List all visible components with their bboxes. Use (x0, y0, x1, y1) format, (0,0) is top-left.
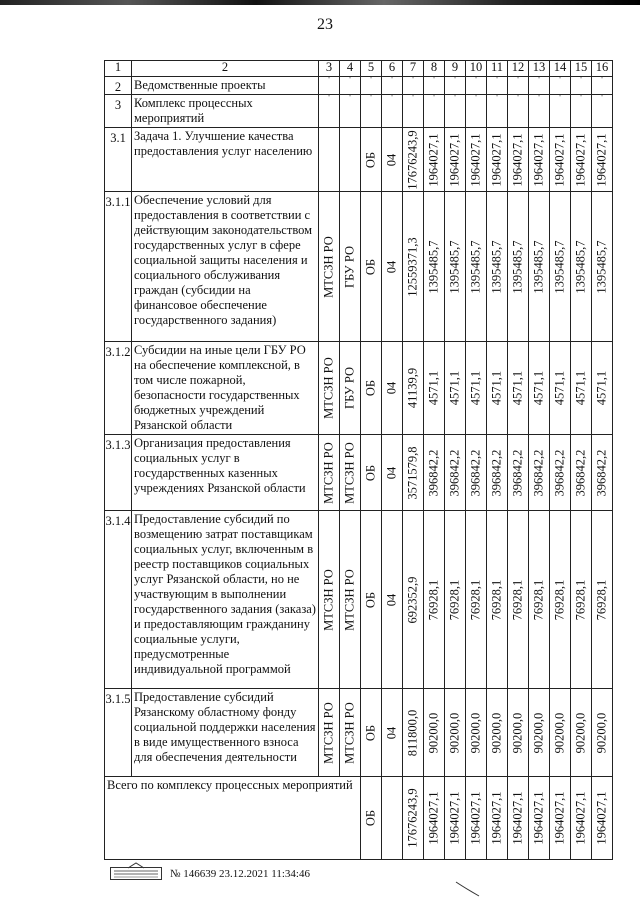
executor-cell-text: МТСЗН РО (321, 701, 336, 764)
source-cell (361, 342, 382, 435)
header-cell: 5 (361, 61, 382, 77)
row-name: Ведомственные проекты (132, 77, 319, 95)
year-value-cell (508, 192, 529, 342)
total-value-cell-text: 811800,0 (405, 709, 420, 756)
participant-cell-text: МТСЗН РО (342, 441, 357, 504)
year-value-cell-text: 76928,1 (489, 579, 504, 620)
dash-mark: ' (340, 77, 361, 95)
row-name: Комплекс процессных мероприятий (132, 95, 319, 128)
year-value-cell (550, 192, 571, 342)
year-value-cell-text: 1964027,1 (489, 791, 504, 845)
total-value-cell (403, 192, 424, 342)
dash-mark: ' (529, 95, 550, 128)
year-value-cell-text: 1964027,1 (510, 132, 525, 187)
year-value-cell-text: 76928,1 (510, 579, 525, 620)
year-value-cell-text: 76928,1 (447, 579, 462, 620)
year-value-cell-text: 1964027,1 (426, 791, 441, 845)
year-value-cell-text: 1395485,7 (447, 239, 462, 294)
year-value-cell (529, 342, 550, 435)
year-value-cell-text: 1395485,7 (531, 239, 546, 294)
row-number: 3.1 (105, 128, 132, 192)
executor-cell (319, 192, 340, 342)
source-cell-text: ОБ (363, 464, 378, 481)
code-cell-text: 04 (384, 260, 399, 273)
year-value-cell (592, 689, 613, 777)
year-value-cell-text: 1395485,7 (489, 239, 504, 294)
dash-mark: ' (361, 95, 382, 128)
code-cell-text: 04 (384, 153, 399, 166)
header-cell: 4 (340, 61, 361, 77)
year-value-cell-text: 90200,0 (489, 712, 504, 753)
source-cell (361, 435, 382, 511)
year-value-cell-text: 1964027,1 (447, 132, 462, 187)
year-value-cell (466, 689, 487, 777)
code-cell-text: 04 (384, 466, 399, 479)
year-value-cell-text: 4571,1 (426, 370, 441, 406)
total-value-cell (403, 689, 424, 777)
year-value-cell (508, 689, 529, 777)
year-value-cell-text: 396842,2 (468, 449, 483, 496)
source-cell-text: ОБ (363, 258, 378, 275)
header-cell: 9 (445, 61, 466, 77)
header-cell: 12 (508, 61, 529, 77)
year-value-cell-text: 76928,1 (573, 579, 588, 620)
section-row (105, 95, 613, 128)
year-value-cell-text: 396842,2 (531, 449, 546, 496)
code-cell (382, 192, 403, 342)
year-value-cell (529, 689, 550, 777)
source-cell (361, 511, 382, 689)
source-cell (361, 128, 382, 192)
year-value-cell (487, 128, 508, 192)
year-value-cell (508, 128, 529, 192)
year-value-cell (592, 128, 613, 192)
year-value-cell (466, 192, 487, 342)
source-cell-text: ОБ (363, 809, 378, 827)
row-number: 3.1.3 (105, 435, 132, 511)
year-value-cell-text: 1964027,1 (552, 132, 567, 187)
year-value-cell-text: 1964027,1 (573, 791, 588, 845)
scan-top-edge (0, 0, 640, 5)
year-value-cell (466, 511, 487, 689)
dash-mark: ' (340, 95, 361, 128)
year-value-cell (424, 342, 445, 435)
year-value-cell-text: 76928,1 (468, 579, 483, 620)
dash-mark: ' (403, 77, 424, 95)
total-value-cell-text: 12559371,3 (405, 236, 420, 297)
header-row (105, 61, 613, 77)
dash-mark: ' (382, 77, 403, 95)
row-number: 3.1.4 (105, 511, 132, 689)
year-value-cell (550, 777, 571, 860)
source-cell-text: ОБ (363, 724, 378, 741)
year-value-cell-text: 90200,0 (531, 712, 546, 753)
year-value-cell (424, 777, 445, 860)
year-value-cell-text: 4571,1 (531, 370, 546, 406)
year-value-cell-text: 396842,2 (447, 449, 462, 496)
year-value-cell-text: 76928,1 (426, 579, 441, 620)
table-row (105, 511, 613, 689)
table-row (105, 342, 613, 435)
dash-mark: ' (403, 95, 424, 128)
year-value-cell (571, 128, 592, 192)
dash-mark: ' (529, 77, 550, 95)
participant-cell (340, 192, 361, 342)
year-value-cell (508, 777, 529, 860)
code-cell (382, 128, 403, 192)
dash-mark: ' (571, 77, 592, 95)
participant-cell-text: ГБУ РО (342, 366, 357, 410)
year-value-cell (466, 128, 487, 192)
dash-mark: ' (466, 95, 487, 128)
year-value-cell (445, 192, 466, 342)
year-value-cell-text: 396842,2 (426, 449, 441, 496)
year-value-cell-text: 1964027,1 (510, 791, 525, 845)
year-value-cell (571, 435, 592, 511)
year-value-cell (529, 192, 550, 342)
executor-cell (319, 342, 340, 435)
year-value-cell (445, 435, 466, 511)
year-value-cell (592, 435, 613, 511)
participant-cell (340, 511, 361, 689)
section-row (105, 77, 613, 95)
dash-mark: ' (508, 95, 529, 128)
total-label: Всего по комплексу процессных мероприятий (105, 777, 361, 860)
year-value-cell-text: 90200,0 (468, 712, 483, 753)
year-value-cell-text: 4571,1 (468, 370, 483, 406)
year-value-cell-text: 76928,1 (594, 579, 609, 620)
total-value-cell-text: 17676243,9 (405, 129, 420, 190)
year-value-cell-text: 1395485,7 (552, 239, 567, 294)
executor-cell (319, 435, 340, 511)
year-value-cell-text: 396842,2 (573, 449, 588, 496)
total-value-cell (403, 511, 424, 689)
year-value-cell (529, 777, 550, 860)
pen-mark-icon (455, 880, 481, 898)
code-cell (382, 777, 403, 860)
year-value-cell (550, 435, 571, 511)
row-number: 3.1.2 (105, 342, 132, 435)
document-footer (110, 860, 310, 880)
source-cell-text: ОБ (363, 379, 378, 397)
year-value-cell-text: 1395485,7 (573, 239, 588, 294)
source-cell (361, 689, 382, 777)
dash-mark: ' (487, 95, 508, 128)
year-value-cell (424, 511, 445, 689)
year-value-cell (508, 342, 529, 435)
row-name: Субсидии на иные цели ГБУ РО на обеспечение комплексной, в том числе пожарной, безопасности государственных бюджетных учреждений Рязанской области (132, 342, 319, 435)
year-value-cell (571, 777, 592, 860)
year-value-cell-text: 4571,1 (594, 370, 609, 406)
code-cell (382, 435, 403, 511)
header-cell: 11 (487, 61, 508, 77)
year-value-cell (487, 192, 508, 342)
year-value-cell-text: 1964027,1 (531, 132, 546, 187)
year-value-cell-text: 1964027,1 (594, 791, 609, 845)
year-value-cell (487, 511, 508, 689)
header-cell: 13 (529, 61, 550, 77)
dash-mark: ' (508, 77, 529, 95)
dash-mark: ' (466, 77, 487, 95)
participant-cell-text: МТСЗН РО (342, 701, 357, 764)
year-value-cell (487, 435, 508, 511)
year-value-cell-text: 4571,1 (489, 370, 504, 406)
code-cell-text: 04 (384, 593, 399, 606)
year-value-cell-text: 76928,1 (552, 579, 567, 620)
participant-cell (340, 128, 361, 192)
year-value-cell (424, 192, 445, 342)
year-value-cell (466, 342, 487, 435)
table-row (105, 128, 613, 192)
executor-cell-text: МТСЗН РО (321, 441, 336, 504)
year-value-cell (550, 689, 571, 777)
year-value-cell (508, 435, 529, 511)
table-row (105, 435, 613, 511)
year-value-cell (445, 689, 466, 777)
year-value-cell (550, 342, 571, 435)
year-value-cell-text: 4571,1 (447, 370, 462, 406)
year-value-cell (466, 777, 487, 860)
code-cell-text: 04 (384, 726, 399, 739)
year-value-cell (466, 435, 487, 511)
row-number: 3 (105, 95, 132, 128)
budget-table (104, 60, 613, 860)
year-value-cell-text: 1395485,7 (426, 239, 441, 294)
year-value-cell (592, 777, 613, 860)
total-value-cell (403, 435, 424, 511)
participant-cell (340, 689, 361, 777)
executor-cell (319, 128, 340, 192)
year-value-cell (424, 128, 445, 192)
year-value-cell-text: 90200,0 (573, 712, 588, 753)
table-row (105, 689, 613, 777)
year-value-cell-text: 90200,0 (594, 712, 609, 753)
total-value-cell-text: 3571579,8 (405, 445, 420, 500)
source-cell (361, 777, 382, 860)
header-cell: 16 (592, 61, 613, 77)
total-value-cell-text: 41139,9 (405, 367, 420, 409)
registration-stamp: № 146639 23.12.2021 11:34:46 (170, 868, 310, 880)
year-value-cell-text: 4571,1 (510, 370, 525, 406)
code-cell (382, 342, 403, 435)
year-value-cell (592, 342, 613, 435)
header-cell: 2 (132, 61, 319, 77)
year-value-cell (529, 511, 550, 689)
year-value-cell (424, 435, 445, 511)
year-value-cell (508, 511, 529, 689)
year-value-cell-text: 396842,2 (552, 449, 567, 496)
year-value-cell-text: 4571,1 (573, 370, 588, 406)
header-cell: 15 (571, 61, 592, 77)
year-value-cell-text: 1395485,7 (468, 239, 483, 294)
year-value-cell (529, 435, 550, 511)
year-value-cell-text: 396842,2 (510, 449, 525, 496)
total-value-cell (403, 128, 424, 192)
executor-cell-text: МТСЗН РО (321, 357, 336, 419)
year-value-cell (487, 689, 508, 777)
row-number: 3.1.1 (105, 192, 132, 342)
year-value-cell (445, 128, 466, 192)
year-value-cell (487, 777, 508, 860)
year-value-cell (445, 511, 466, 689)
participant-cell (340, 342, 361, 435)
page-number: 23 (317, 16, 333, 33)
source-cell-text: ОБ (363, 151, 378, 168)
executor-cell (319, 689, 340, 777)
row-name: Задача 1. Улучшение качества предоставления услуг населению (132, 128, 319, 192)
dash-mark: ' (424, 95, 445, 128)
year-value-cell-text: 1964027,1 (468, 791, 483, 845)
source-cell (361, 192, 382, 342)
code-cell-text: 04 (384, 381, 399, 395)
year-value-cell-text: 396842,2 (594, 449, 609, 496)
year-value-cell (424, 689, 445, 777)
table-row (105, 192, 613, 342)
dash-mark: ' (550, 95, 571, 128)
dash-mark: ' (571, 95, 592, 128)
header-cell: 8 (424, 61, 445, 77)
total-row (105, 777, 613, 860)
participant-cell-text: ГБУ РО (342, 245, 357, 288)
year-value-cell-text: 1964027,1 (489, 132, 504, 187)
year-value-cell-text: 90200,0 (426, 712, 441, 753)
row-number: 2 (105, 77, 132, 95)
header-cell: 10 (466, 61, 487, 77)
code-cell (382, 689, 403, 777)
year-value-cell-text: 1964027,1 (573, 132, 588, 187)
participant-cell-text: МТСЗН РО (342, 568, 357, 631)
year-value-cell (445, 777, 466, 860)
year-value-cell (592, 192, 613, 342)
row-name: Предоставление субсидий Рязанскому областному фонду социальной поддержки населения в виде имущественного взноса для обеспечения деятельности (132, 689, 319, 777)
dash-mark: ' (319, 77, 340, 95)
total-value-cell (403, 777, 424, 860)
header-cell: 1 (105, 61, 132, 77)
year-value-cell (571, 511, 592, 689)
year-value-cell (592, 511, 613, 689)
executor-cell (319, 511, 340, 689)
total-value-cell-text: 692352,9 (405, 576, 420, 623)
total-value-cell (403, 342, 424, 435)
dash-mark: ' (361, 77, 382, 95)
year-value-cell-text: 1964027,1 (426, 132, 441, 187)
year-value-cell (487, 342, 508, 435)
year-value-cell-text: 90200,0 (552, 712, 567, 753)
year-value-cell (550, 511, 571, 689)
dash-mark: ' (445, 77, 466, 95)
dash-mark: ' (550, 77, 571, 95)
dash-mark: ' (592, 77, 613, 95)
year-value-cell-text: 90200,0 (447, 712, 462, 753)
executor-cell-text: МТСЗН РО (321, 235, 336, 298)
participant-cell (340, 435, 361, 511)
year-value-cell-text: 396842,2 (489, 449, 504, 496)
year-value-cell-text: 1395485,7 (510, 239, 525, 294)
dash-mark: ' (445, 95, 466, 128)
dash-mark: ' (319, 95, 340, 128)
year-value-cell-text: 1964027,1 (594, 132, 609, 187)
registry-seal-icon (110, 862, 162, 880)
year-value-cell (571, 689, 592, 777)
dash-mark: ' (382, 95, 403, 128)
dash-mark: ' (592, 95, 613, 128)
row-number: 3.1.5 (105, 689, 132, 777)
year-value-cell-text: 90200,0 (510, 712, 525, 753)
year-value-cell (571, 342, 592, 435)
year-value-cell-text: 1964027,1 (447, 791, 462, 845)
row-name: Организация предоставления социальных услуг в государственных казенных учреждениях Рязанской области (132, 435, 319, 511)
row-name: Предоставление субсидий по возмещению затрат поставщикам социальных услуг, включенным в реестр поставщиков социальных услуг Рязанской области, но не участвующим в выполнении государственного задания (заказа) и предоставляющим гражданину социальные услуги, предусмотренные индивидуальной программой (132, 511, 319, 689)
executor-cell-text: МТСЗН РО (321, 568, 336, 631)
header-cell: 14 (550, 61, 571, 77)
header-cell: 7 (403, 61, 424, 77)
header-cell: 6 (382, 61, 403, 77)
year-value-cell-text: 1395485,7 (594, 239, 609, 294)
year-value-cell-text: 1964027,1 (468, 132, 483, 187)
year-value-cell (550, 128, 571, 192)
dash-mark: ' (424, 77, 445, 95)
year-value-cell (571, 192, 592, 342)
row-name: Обеспечение условий для предоставления в соответствии с действующим законодательством государственных услуг в сфере социальной защиты населения и социального обслуживания граждан (субсидии на финансовое обеспечение государственного задания) (132, 192, 319, 342)
total-value-cell-text: 17676243,9 (405, 788, 420, 848)
source-cell-text: ОБ (363, 591, 378, 608)
header-cell: 3 (319, 61, 340, 77)
year-value-cell-text: 1964027,1 (552, 791, 567, 845)
year-value-cell (529, 128, 550, 192)
year-value-cell-text: 1964027,1 (531, 791, 546, 845)
dash-mark: ' (487, 77, 508, 95)
code-cell (382, 511, 403, 689)
year-value-cell-text: 4571,1 (552, 370, 567, 406)
year-value-cell (445, 342, 466, 435)
year-value-cell-text: 76928,1 (531, 579, 546, 620)
